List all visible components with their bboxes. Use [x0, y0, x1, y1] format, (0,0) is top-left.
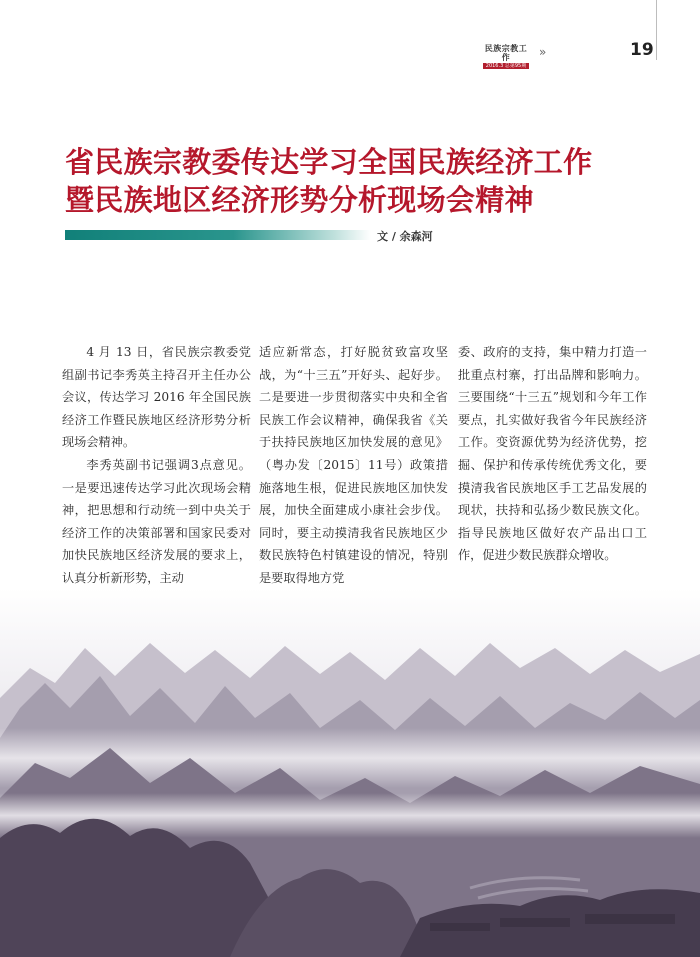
landscape-photo: [0, 588, 700, 957]
article-title-line-2: 暨民族地区经济形势分析现场会精神: [65, 183, 534, 217]
title-accent-bar: [65, 230, 371, 240]
text-column-3: [458, 341, 647, 567]
header-divider: [656, 0, 657, 60]
paragraph: 委、政府的支持，集中精力打造一批重点村寨，打出品牌和影响力。三要围绕“十三五”规划和今年工作要点，扎实做好我省今年民族经济工作。变资源优势为经济优势，挖掘、保护和传承传统优秀文化，要摸清我省民族地区手工艺品发展的现状，扶持和弘扬少数民族文化。指导民族地区做好农产品出口工作，促进少数民族群众增收。: [458, 345, 647, 563]
article-title: [65, 143, 665, 219]
paragraph: 适应新常态，打好脱贫致富攻坚战，为“十三五”开好头、起好步。二是要进一步贯彻落实中央和全省民族工作会议精神，确保我省《关于扶持民族地区加快发展的意见》（粤办发〔2015〕11号）政策措施落地生根，促进民族地区加快发展，加快全面建成小康社会步伐。同时，要主动摸清我省民族地区少数民族特色村镇建设的情况，特别是要取得地方党: [259, 345, 448, 585]
magazine-name: 民族宗教工作: [484, 44, 528, 62]
paragraph: 4 月 13 日，省民族宗教委党组副书记李秀英主持召开主任办公会议，传达学习 2016 年全国民族经济工作暨民族地区经济形势分析现场会精神。: [62, 345, 251, 450]
paragraph: 李秀英副书记强调3点意见。一是要迅速传达学习此次现场会精神，把思想和行动统一到中央关于经济工作的决策部署和国家民委对加快民族地区经济发展的要求上，认真分析新形势，主动: [62, 457, 251, 585]
article-title-line-1: 省民族宗教委传达学习全国民族经济工作: [65, 145, 593, 179]
page-number: 19: [630, 40, 654, 60]
text-column-1: [62, 341, 251, 590]
magazine-masthead: [483, 44, 529, 69]
text-column-2: [259, 341, 448, 590]
byline: 文 / 余森河: [377, 230, 433, 243]
issue-label: 2016.3 总第95期: [483, 63, 529, 69]
chevron-right-icon: »: [539, 45, 547, 59]
